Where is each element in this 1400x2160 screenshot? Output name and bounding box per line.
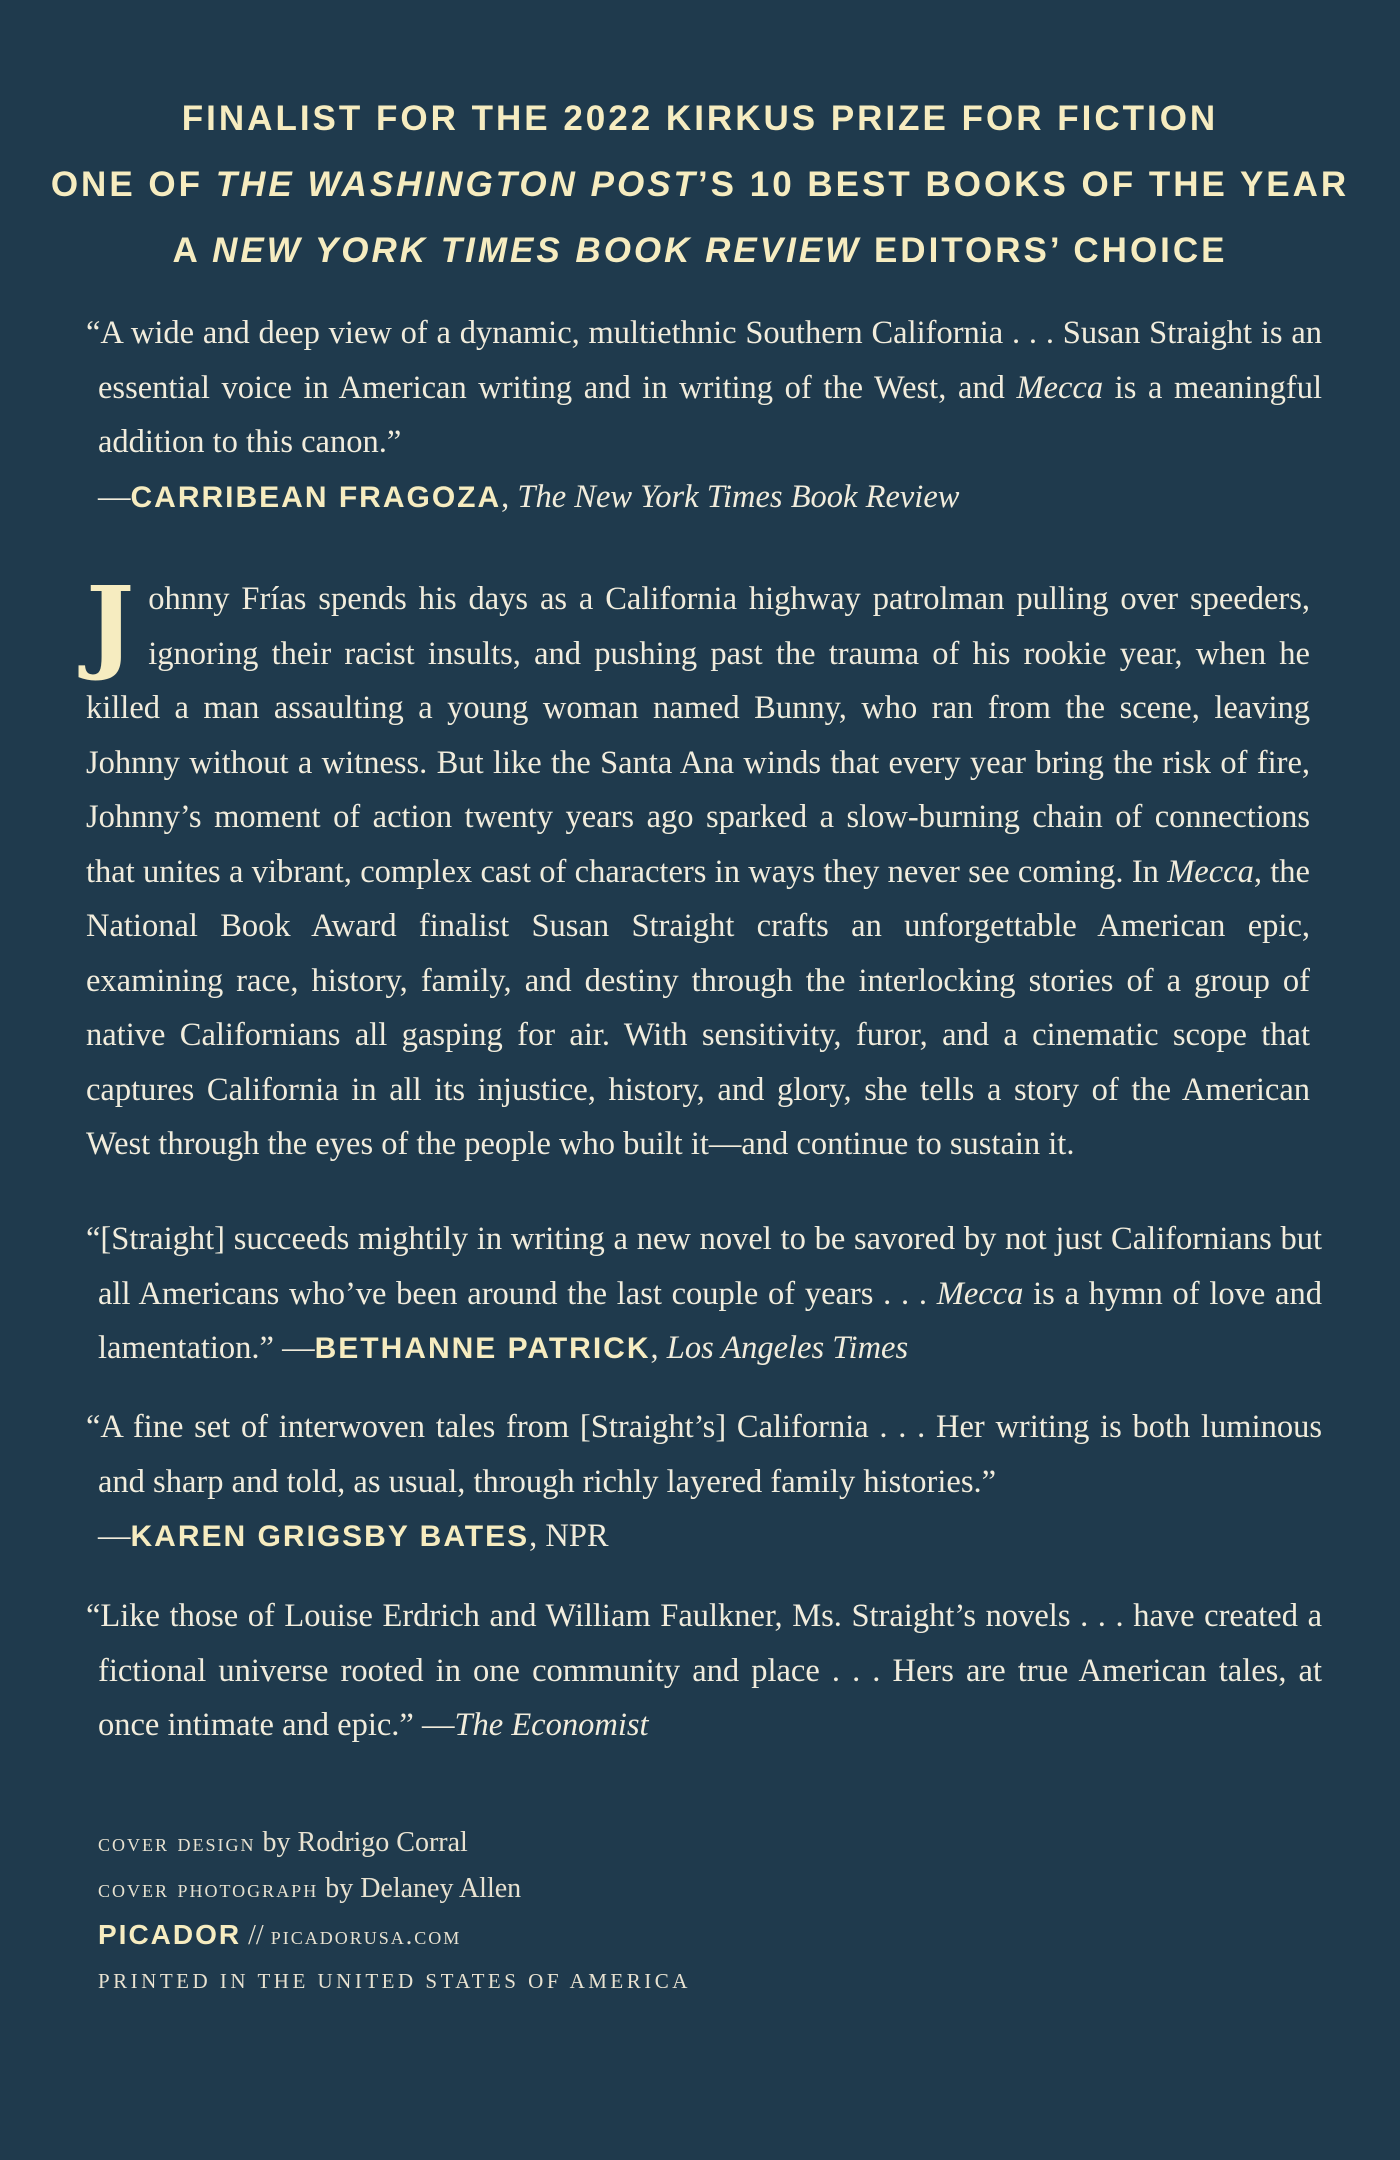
- publisher-name: PICADOR: [98, 1919, 242, 1950]
- quote-text: “[Straight] succeeds mightily in writing a new novel to be savored by not just Californians but all Americans who’ve been around the last couple of years . . . Mecca is a hymn of love and lamentation.” —BETHANNE PATRICK, Los Angeles Times: [86, 1221, 1322, 1366]
- drop-cap: J: [86, 564, 135, 684]
- publisher-website: picadorusa.com: [270, 1921, 462, 1950]
- synopsis-text: Johnny Frías spends his days as a California highway patrolman pulling over speeders, ignoring their racist insults, and pushing past the trauma of his rookie year, when he killed a man assaulting a young woman named Bunny, who ran from the scene, leaving Johnny without a witness. But like the Santa Ana winds that every year bring the risk of fire, Johnny’s moment of action twenty years ago sparked a slow-burning chain of connections that unites a vibrant, complex cast of characters in ways they never see coming. In Mecca, the National Book Award finalist Susan Straight crafts an unforgettable American epic, examining race, history, family, and destiny through the interlocking stories of a group of native Californians all gasping for air. With sensitivity, furor, and a cinematic scope that captures California in all its injustice, history, and glory, she tells a story of the American West through the eyes of the people who built it—and continue to sustain it.: [86, 564, 1310, 1162]
- quote-text: “A fine set of interwoven tales from [Straight’s] California . . . Her writing is both luminous and sharp and told, as usual, through richly layered family histories.”: [86, 1409, 1322, 1500]
- cover-design-credit: cover design by Rodrigo Corral: [98, 1827, 468, 1858]
- review-quote-patrick: [86, 1212, 1322, 1377]
- honor-line: FINALIST FOR THE 2022 KIRKUS PRIZE FOR FICTION: [181, 99, 1219, 138]
- honor-line: A NEW YORK TIMES BOOK REVIEW EDITORS’ CHOICE: [172, 231, 1228, 270]
- credits: [98, 1820, 691, 2004]
- honors-block: [0, 86, 1400, 284]
- review-quote-economist: [86, 1589, 1322, 1753]
- quote-attribution: —CARRIBEAN FRAGOZA, The New York Times Book Review: [98, 478, 960, 515]
- publisher-line: PICADOR // picadorusa.com: [98, 1919, 462, 1951]
- quote-text: “A wide and deep view of a dynamic, multiethnic Southern California . . . Susan Straight is an essential voice in American writing and in writing of the West, and Mecca is a meaningful addition to this canon.”: [86, 315, 1322, 460]
- review-quote-bates: [86, 1400, 1322, 1565]
- quote-text: “Like those of Louise Erdrich and William Faulkner, Ms. Straight’s novels . . . have created a fictional universe rooted in one community and place . . . Hers are true American tales, at once intimate and epic.” —The Economist: [86, 1598, 1322, 1743]
- quote-attribution: —KAREN GRIGSBY BATES, NPR: [98, 1518, 609, 1554]
- printed-in: PRINTED IN THE UNITED STATES OF AMERICA: [98, 1969, 691, 1993]
- cover-photo-credit: cover photograph by Delaney Allen: [98, 1873, 522, 1904]
- synopsis: [86, 564, 1310, 1172]
- honor-line: ONE OF THE WASHINGTON POST’S 10 BEST BOOKS OF THE YEAR: [50, 165, 1350, 204]
- review-quote-fragoza: [86, 306, 1322, 525]
